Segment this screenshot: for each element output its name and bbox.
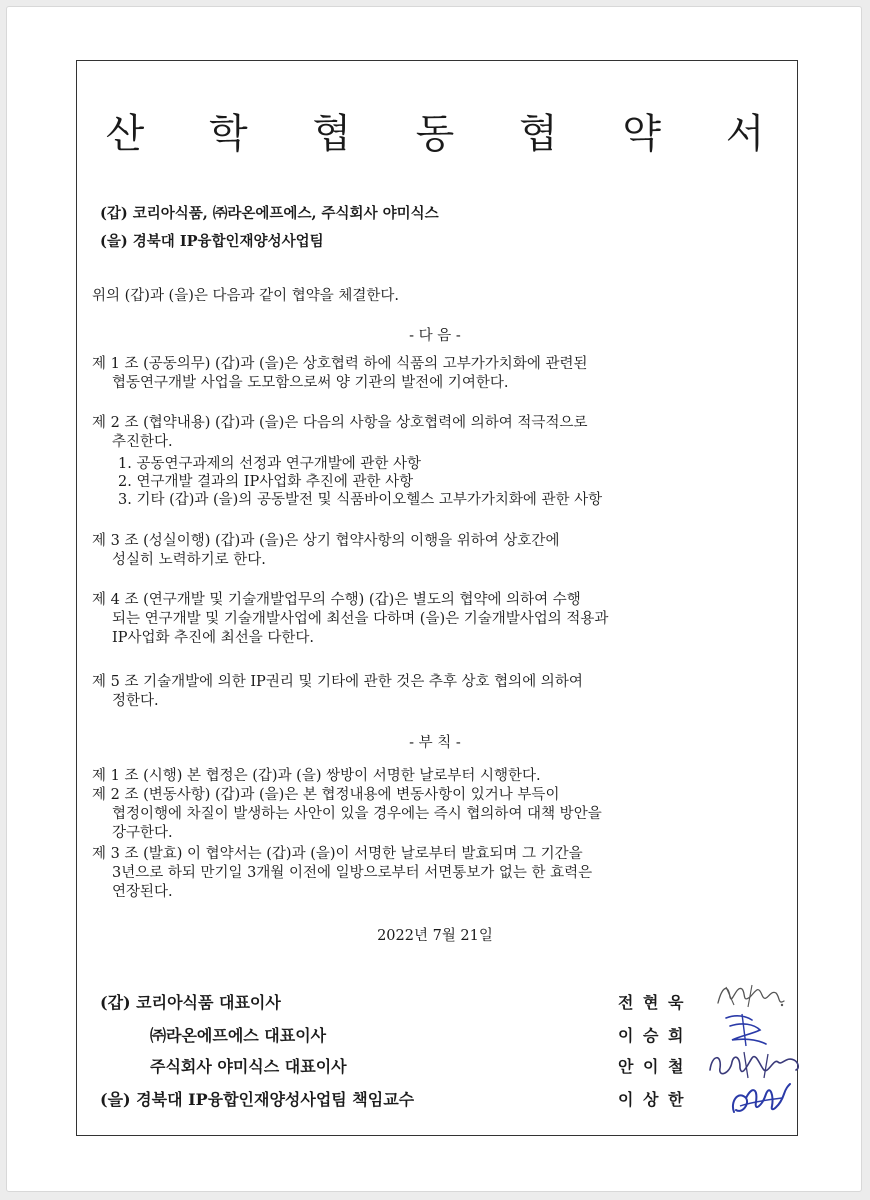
article-4-line3: IP사업화 추진에 최선을 다한다. bbox=[112, 630, 315, 646]
article-2-item-2: 2. 연구개발 결과의 IP사업화 추진에 관한 사항 bbox=[118, 474, 414, 490]
signatory-1-name: 전 현 욱 bbox=[618, 993, 686, 1012]
article-2-item-3: 3. 기타 (갑)과 (을)의 공동발전 및 식품바이오헬스 고부가가치화에 관한 사항 bbox=[118, 492, 603, 508]
article-1-line2: 협동연구개발 사업을 도모함으로써 양 기관의 발전에 기여한다. bbox=[112, 375, 509, 391]
article-5-line2: 정한다. bbox=[112, 693, 159, 709]
party-eul: (을) 경북대 IP융합인재양성사업팀 bbox=[100, 233, 324, 250]
supplement-1-line1: 제 1 조 (시행) 본 협정은 (갑)과 (을) 쌍방이 서명한 날로부터 시행한다. bbox=[92, 768, 541, 784]
article-3-line1: 제 3 조 (성실이행) (갑)과 (을)은 상기 협약사항의 이행을 위하여 상호간에 bbox=[92, 533, 560, 549]
signatory-1-org: (갑) 코리아식품 대표이사 bbox=[100, 993, 281, 1012]
supplement-3-line3: 연장된다. bbox=[112, 884, 173, 900]
signatory-3-name: 안 이 철 bbox=[618, 1057, 686, 1076]
supplement-3-line2: 3년으로 하되 만기일 3개월 이전에 일방으로부터 서면통보가 없는 한 효력은 bbox=[112, 865, 593, 881]
article-5-line1: 제 5 조 기술개발에 의한 IP권리 및 기타에 관한 것은 추후 상호 협의에 의하여 bbox=[92, 674, 583, 690]
supplement-2-line3: 강구한다. bbox=[112, 825, 173, 841]
party-gap: (갑) 코리아식품, ㈜라온에프에스, 주식회사 야미식스 bbox=[100, 205, 439, 222]
article-4-line1: 제 4 조 (연구개발 및 기술개발업무의 수행) (갑)은 별도의 협약에 의하여 수행 bbox=[92, 592, 581, 608]
intro-text: 위의 (갑)과 (을)은 다음과 같이 협약을 체결한다. bbox=[92, 288, 400, 304]
section-supplement-heading: - 부 칙 - bbox=[409, 735, 461, 751]
signatory-4-name: 이 상 한 bbox=[618, 1090, 686, 1109]
signatory-4-org: (을) 경북대 IP융합인재양성사업팀 책임교수 bbox=[100, 1090, 415, 1109]
article-1-line1: 제 1 조 (공동의무) (갑)과 (을)은 상호협력 하에 식품의 고부가가치화에 관련된 bbox=[92, 356, 588, 372]
document-title: 산 학 협 동 협 약 서 bbox=[105, 111, 791, 157]
article-4-line2: 되는 연구개발 및 기술개발사업에 최선을 다하며 (을)은 기술개발사업의 적용과 bbox=[112, 611, 609, 627]
supplement-3-line1: 제 3 조 (발효) 이 협약서는 (갑)과 (을)이 서명한 날로부터 발효되며 그 기간을 bbox=[92, 846, 583, 862]
signatory-2-org: ㈜라온에프에스 대표이사 bbox=[150, 1026, 327, 1045]
signature-1-mark bbox=[712, 975, 792, 1015]
article-2-item-1: 1. 공동연구과제의 선정과 연구개발에 관한 사항 bbox=[118, 456, 422, 472]
article-2-line1: 제 2 조 (협약내용) (갑)과 (을)은 다음의 사항을 상호협력에 의하여 적극적으로 bbox=[92, 415, 588, 431]
signatory-3-org: 주식회사 야미식스 대표이사 bbox=[150, 1057, 347, 1076]
document-date: 2022년 7월 21일 bbox=[377, 928, 493, 944]
supplement-2-line1: 제 2 조 (변동사항) (갑)과 (을)은 본 협정내용에 변동사항이 있거나 부득이 bbox=[92, 787, 560, 803]
article-3-line2: 성실히 노력하기로 한다. bbox=[112, 552, 266, 568]
supplement-2-line2: 협정이행에 차질이 발생하는 사안이 있을 경우에는 즉시 협의하여 대책 방안을 bbox=[112, 806, 602, 822]
signatory-2-name: 이 승 희 bbox=[618, 1026, 686, 1045]
signature-4-mark bbox=[724, 1076, 794, 1120]
section-main-heading: - 다 음 - bbox=[409, 328, 461, 344]
article-2-line2: 추진한다. bbox=[112, 434, 173, 450]
